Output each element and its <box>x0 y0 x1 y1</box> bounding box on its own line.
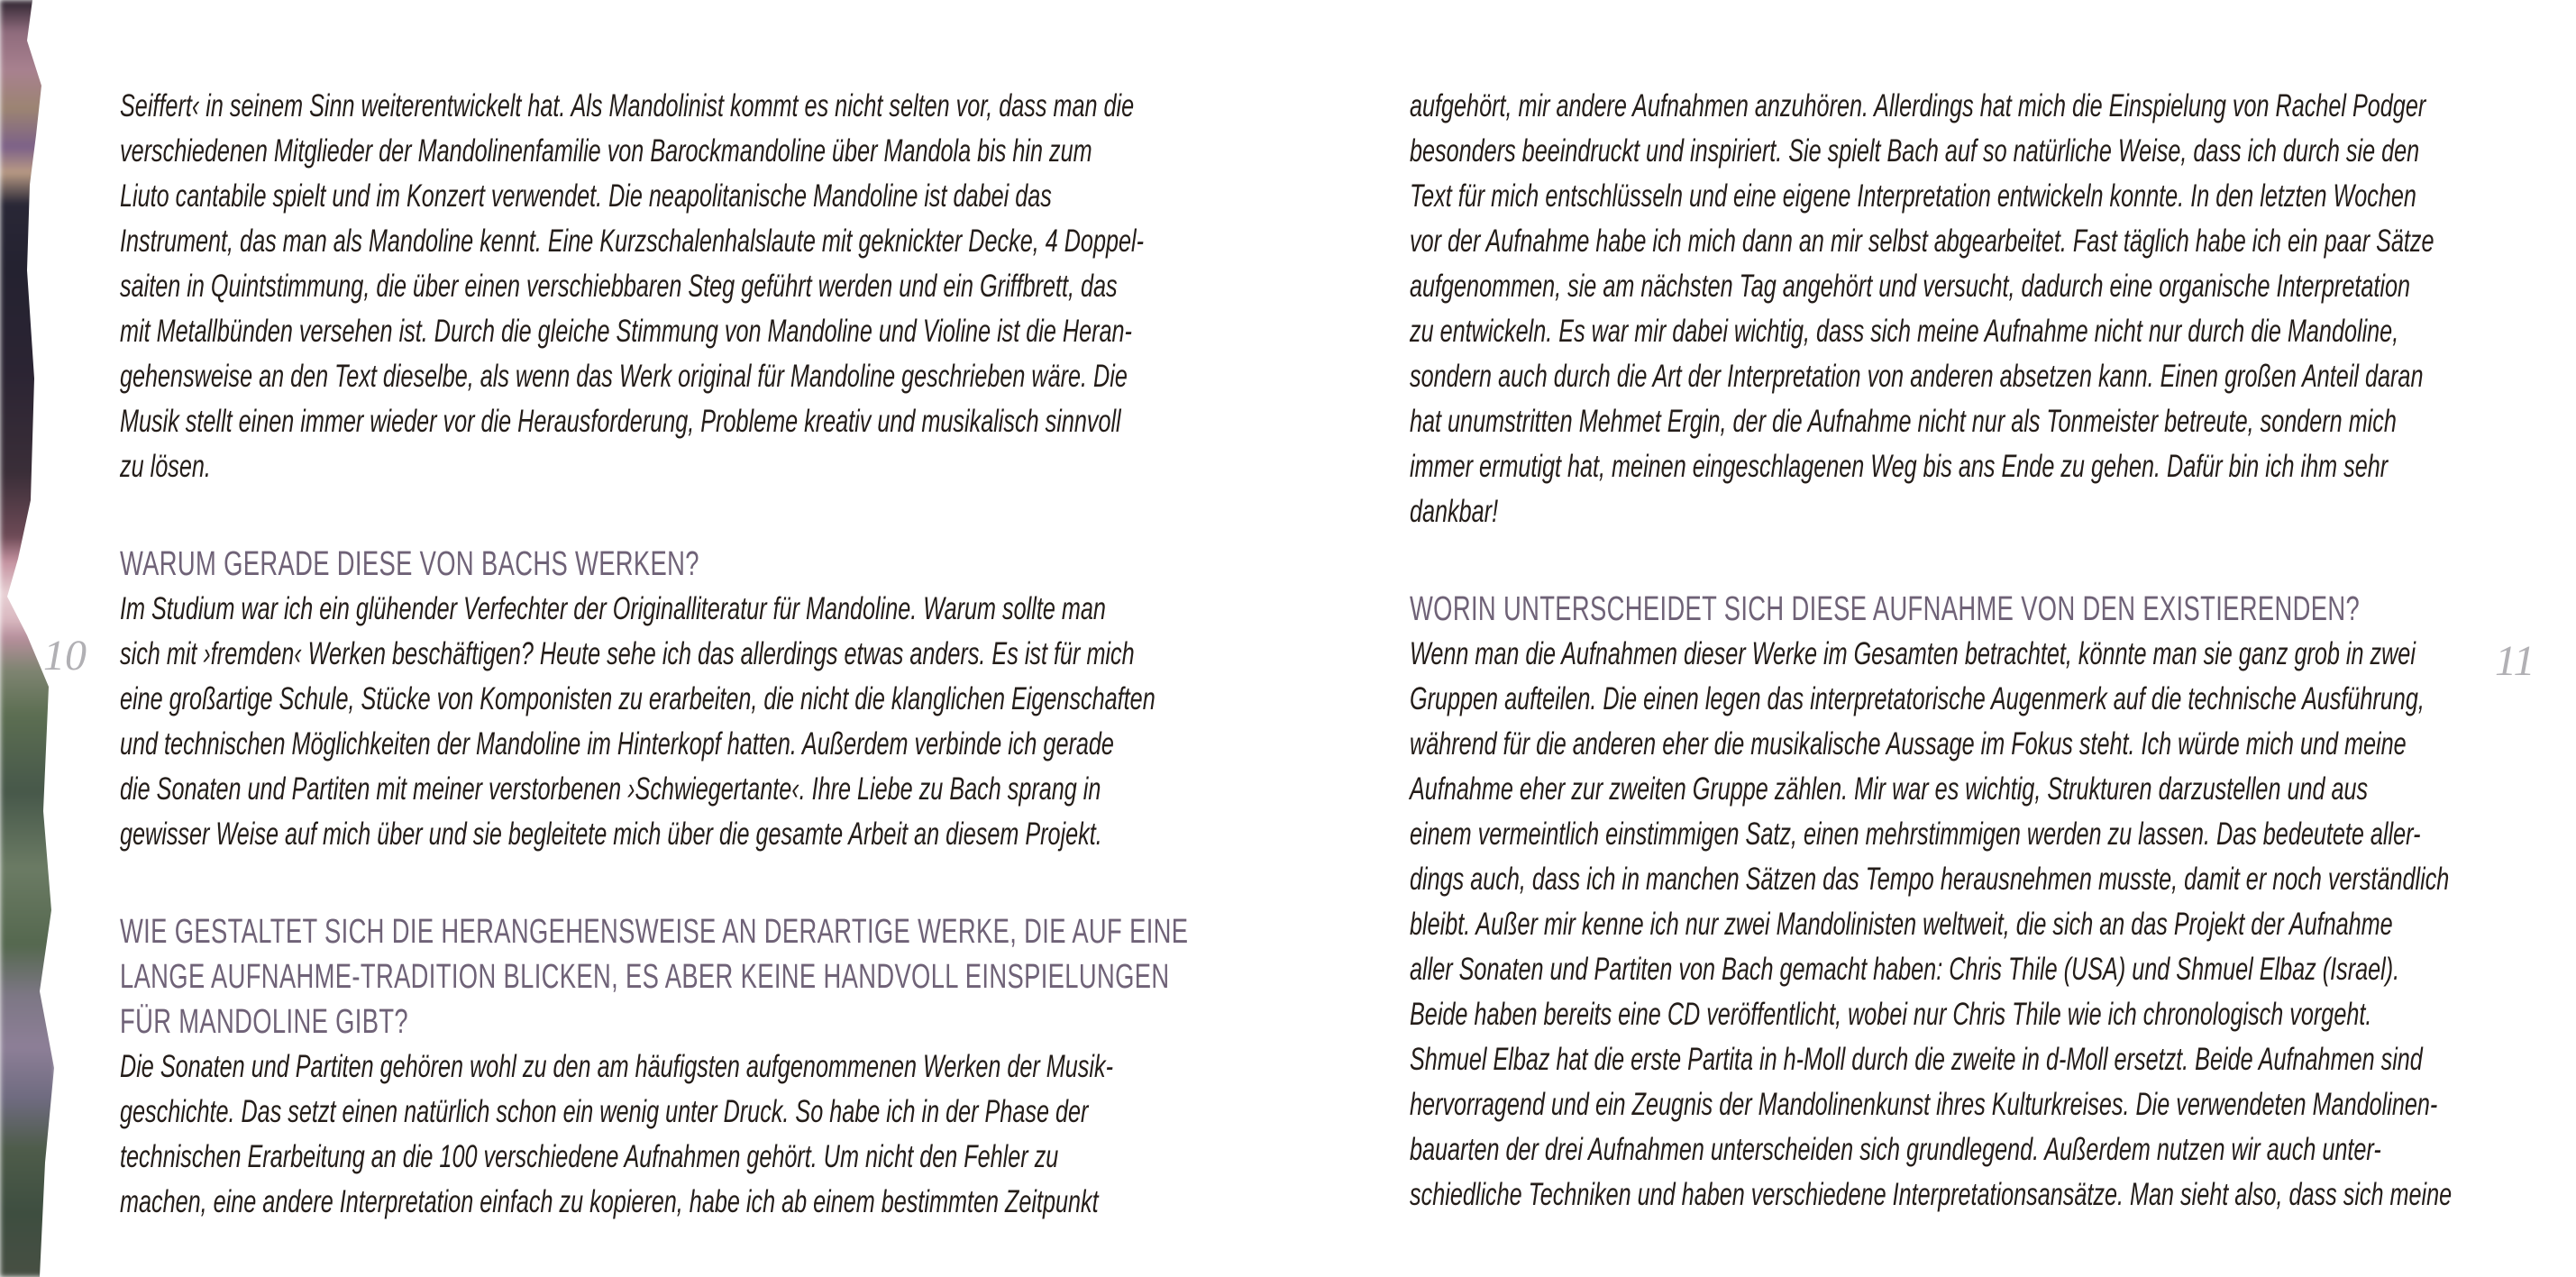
body-line: Im Studium war ich ein glühender Verfechter der Originalliteratur für Mandoline. Warum sollte man <box>120 591 1106 626</box>
body-line: geschichte. Das setzt einen natürlich schon ein wenig unter Druck. So habe ich in der Phase der <box>120 1094 1089 1129</box>
heading-line: WARUM GERADE DIESE VON BACHS WERKEN? <box>120 545 699 583</box>
body-line: die Sonaten und Partiten mit meiner verstorbenen ›Schwiegertante‹. Ihre Liebe zu Bach sprang in <box>120 771 1101 807</box>
heading-line: WORIN UNTERSCHEIDET SICH DIESE AUFNAHME VON DEN EXISTIERENDEN? <box>1410 590 2361 628</box>
interview-question-heading <box>120 909 1229 1044</box>
body-line: aufgenommen, sie am nächsten Tag angehört und versucht, dadurch eine organische Interpretation <box>1410 269 2410 304</box>
body-line: gewisser Weise auf mich über und sie begleitete mich über die gesamte Arbeit an diesem Projekt. <box>120 816 1102 852</box>
left-page-text <box>120 84 1229 1225</box>
body-line: bleibt. Außer mir kenne ich nur zwei Mandolinisten weltweit, die sich an das Projekt der Aufnahme <box>1410 907 2393 942</box>
body-line: Die Sonaten und Partiten gehören wohl zu den am häufigsten aufgenommenen Werken der Musik- <box>120 1049 1114 1084</box>
body-line: immer ermutigt hat, meinen eingeschlagenen Weg bis ans Ende zu gehen. Dafür bin ich ihm sehr <box>1410 449 2389 484</box>
body-line: Wenn man die Aufnahmen dieser Werke im Gesamten betrachtet, könnte man sie ganz grob in zwei <box>1410 636 2416 671</box>
body-line: dings auch, dass ich in manchen Sätzen das Tempo herausnehmen musste, damit er noch verständlich <box>1410 862 2450 897</box>
body-line: eine großartige Schule, Stücke von Komponisten zu erarbeiten, die nicht die klanglichen Eigenschaften <box>120 681 1156 716</box>
heading-line: FÜR MANDOLINE GIBT? <box>120 1003 409 1041</box>
body-line: saiten in Quintstimmung, die über einen verschiebbaren Steg geführt werden und ein Griffbrett, das <box>120 269 1118 304</box>
right-page-text <box>1410 84 2518 1218</box>
body-line: zu entwickeln. Es war mir dabei wichtig, dass sich meine Aufnahme nicht nur durch die Mandoline, <box>1410 314 2399 349</box>
body-line: aufgehört, mir andere Aufnahmen anzuhören. Allerdings hat mich die Einspielung von Rachel Podger <box>1410 88 2426 123</box>
body-paragraph <box>120 84 1229 489</box>
interview-question-heading <box>1410 587 2518 632</box>
body-line: bauarten der drei Aufnahmen unterscheiden sich grundlegend. Außerdem nutzen wir auch unter- <box>1410 1132 2381 1167</box>
page-number-right: 11 <box>2495 637 2535 685</box>
body-line: einem vermeintlich einstimmigen Satz, einen mehrstimmigen werden zu lassen. Das bedeutete aller- <box>1410 816 2421 852</box>
body-line: hervorragend und ein Zeugnis der Mandolinenkunst ihres Kulturkreises. Die verwendeten Mandolinen- <box>1410 1087 2438 1122</box>
body-line: vor der Aufnahme habe ich mich dann an mir selbst abgearbeitet. Fast täglich habe ich ein paar Sätze <box>1410 223 2434 259</box>
body-line: Text für mich entschlüsseln und eine eigene Interpretation entwickeln konnte. In den letzten Wochen <box>1410 178 2416 214</box>
body-line: gehensweise an den Text dieselbe, als wenn das Werk original für Mandoline geschrieben wäre. Die <box>120 359 1128 394</box>
body-line: dankbar! <box>1410 494 1499 529</box>
body-paragraph <box>120 587 1229 857</box>
body-line: Seiffert‹ in seinem Sinn weiterentwickelt hat. Als Mandolinist kommt es nicht selten vor, dass man die <box>120 88 1135 123</box>
body-line: mit Metallbünden versehen ist. Durch die gleiche Stimmung von Mandoline und Violine ist die Heran- <box>120 314 1132 349</box>
body-line: während für die anderen eher die musikalische Aussage im Fokus steht. Ich würde mich und meine <box>1410 726 2407 762</box>
body-line: machen, eine andere Interpretation einfach zu kopieren, habe ich ab einem bestimmten Zeitpunkt <box>120 1184 1099 1219</box>
body-line: sondern auch durch die Art der Interpretation von anderen absetzen kann. Einen großen Anteil daran <box>1410 359 2424 394</box>
body-line: Aufnahme eher zur zweiten Gruppe zählen. Mir war es wichtig, Strukturen darzustellen und aus <box>1410 771 2369 807</box>
body-line: besonders beeindruckt und inspiriert. Sie spielt Bach auf so natürliche Weise, dass ich durch sie den <box>1410 133 2420 169</box>
body-line: hat unumstritten Mehmet Ergin, der die Aufnahme nicht nur als Tonmeister betreute, sondern mich <box>1410 404 2397 439</box>
body-line: aller Sonaten und Partiten von Bach gemacht haben: Chris Thile (USA) und Shmuel Elbaz (Israel). <box>1410 952 2400 987</box>
page-number-left: 10 <box>43 632 87 680</box>
body-line: Instrument, das man als Mandoline kennt. Eine Kurzschalenhalslaute mit geknickter Decke, 4 Doppel- <box>120 223 1144 259</box>
body-line: Liuto cantabile spielt und im Konzert verwendet. Die neapolitanische Mandoline ist dabei das <box>120 178 1052 214</box>
body-paragraph <box>1410 84 2518 534</box>
body-line: Gruppen aufteilen. Die einen legen das interpretatorische Augenmerk auf die technische Ausführung, <box>1410 681 2425 716</box>
body-line: Beide haben bereits eine CD veröffentlicht, wobei nur Chris Thile wie ich chronologisch vorgeht. <box>1410 997 2372 1032</box>
body-paragraph <box>120 1044 1229 1225</box>
body-line: schiedliche Techniken und haben verschiedene Interpretationsansätze. Man sieht also, dass sich meine <box>1410 1177 2453 1212</box>
body-line: zu lösen. <box>120 449 211 484</box>
interview-question-heading <box>120 542 1229 587</box>
body-paragraph <box>1410 632 2518 1218</box>
body-line: Shmuel Elbaz hat die erste Partita in h-Moll durch die zweite in d-Moll ersetzt. Beide Aufnahmen sind <box>1410 1042 2423 1077</box>
body-line: und technischen Möglichkeiten der Mandoline im Hinterkopf hatten. Außerdem verbinde ich gerade <box>120 726 1114 762</box>
heading-line: WIE GESTALTET SICH DIE HERANGEHENSWEISE AN DERARTIGE WERKE, DIE AUF EINE <box>120 913 1189 951</box>
body-line: verschiedenen Mitglieder der Mandolinenfamilie von Barockmandoline über Mandola bis hin zum <box>120 133 1092 169</box>
body-line: sich mit ›fremden‹ Werken beschäftigen? Heute sehe ich das allerdings etwas anders. Es ist für mich <box>120 636 1135 671</box>
body-line: Musik stellt einen immer wieder vor die Herausforderung, Probleme kreativ und musikalisch sinnvoll <box>120 404 1121 439</box>
body-line: technischen Erarbeitung an die 100 verschiedene Aufnahmen gehört. Um nicht den Fehler zu <box>120 1139 1059 1174</box>
heading-line: LANGE AUFNAHME-TRADITION BLICKEN, ES ABER KEINE HANDVOLL EINSPIELUNGEN <box>120 958 1170 996</box>
